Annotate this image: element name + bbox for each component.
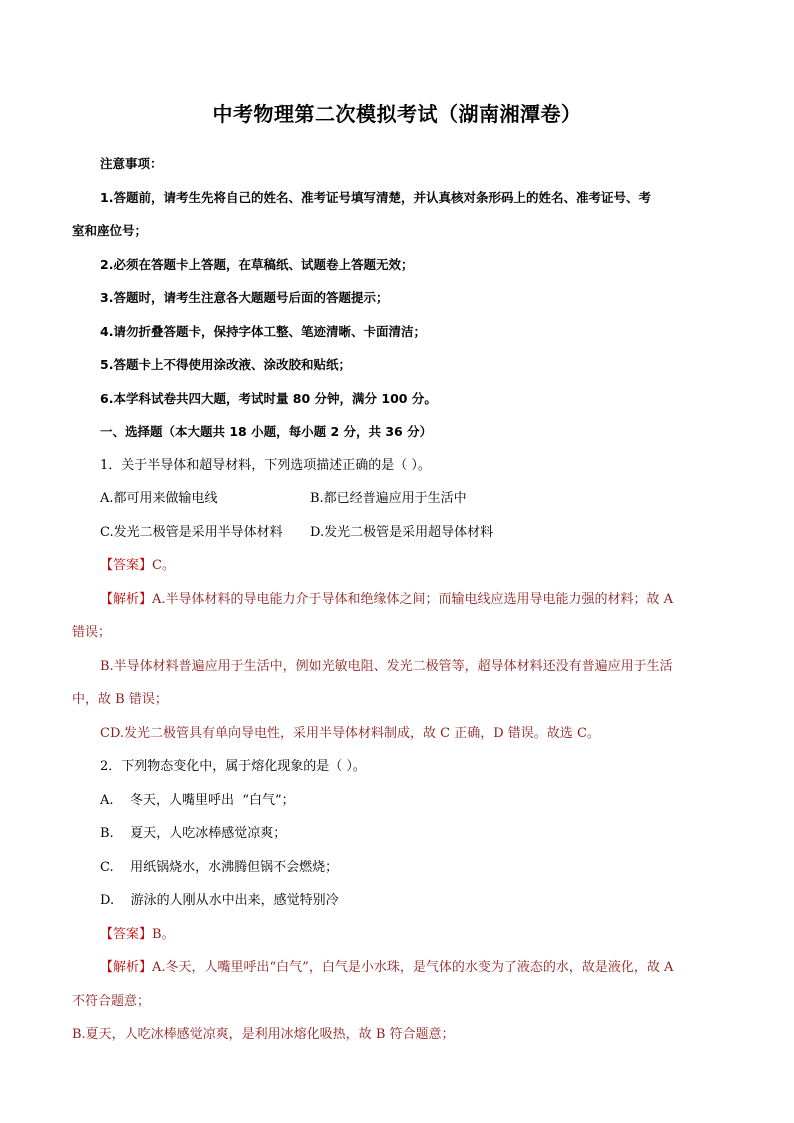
- analysis-text: A.冬天，人嘴里呼出“白气”，白气是小水珠，是气体的水变为了液态的水，故是液化，故 A: [152, 960, 674, 975]
- notice-item-2: 2.必须在答题卡上答题，在草稿纸、试题卷上答题无效；: [100, 256, 414, 272]
- question-2-analysis-1-cont: 不符合题意；: [72, 993, 151, 1009]
- question-1-answer: [72, 556, 722, 576]
- analysis-text: A.半导体材料的导电能力介于导体和绝缘体之间；而输电线应选用导电能力强的材料；故 A: [152, 591, 674, 607]
- notice-item-1-cont: 室和座位号；: [72, 223, 148, 238]
- question-1-option-b: B.都已经普遍应用于生活中: [310, 491, 467, 506]
- question-1-analysis-2: B.半导体材料普遍应用于生活中，例如光敏电阻、发光二极管等，超导体材料还没有普遍应用于生活: [100, 658, 673, 674]
- question-1-analysis-2-cont: 中，故 B 错误；: [72, 692, 168, 707]
- question-1-analysis-1-cont: 错误；: [72, 625, 112, 640]
- question-2-stem: 2．下列物态变化中，属于熔化现象的是（ ）。: [100, 759, 366, 774]
- question-1-stem: 1．关于半导体和超导材料，下列选项描述正确的是（ ）。: [100, 457, 431, 473]
- analysis-label: 【解析】: [100, 591, 153, 607]
- question-1-option-c: C.发光二极管是采用半导体材料: [100, 524, 283, 540]
- question-1-analysis-1: [72, 590, 722, 610]
- notice-item-4: 4.请勿折叠答题卡，保持字体工整、笔迹清晰、卡面清洁；: [100, 323, 426, 339]
- question-2-option-c: C. 用纸锅烧水，水沸腾但锅不会燃烧；: [100, 859, 339, 875]
- analysis-label: 【解析】: [100, 960, 153, 975]
- question-2-option-b: B. 夏天，人吃冰棒感觉凉爽；: [100, 826, 287, 841]
- page-title: 中考物理第二次模拟考试（湖南湘潭卷）: [212, 102, 582, 126]
- question-2-option-a: A. 冬天，人嘴里呼出 “白气”；: [100, 792, 295, 808]
- notice-item-3: 3.答题时，请考生注意各大题题号后面的答题提示；: [100, 290, 389, 305]
- question-1-option-d: D.发光二极管是采用超导体材料: [310, 524, 494, 540]
- question-1-option-a: A.都可用来做输电线: [100, 491, 218, 506]
- notice-section: [72, 154, 722, 409]
- question-1-options-row-2: [72, 523, 722, 543]
- answer-value: C。: [152, 558, 175, 573]
- notice-item-5: 5.答题卡上不得使用涂改液、涂改胶和贴纸；: [100, 357, 351, 372]
- question-2-option-d: D. 游泳的人刚从水中出来，感觉特别冷: [100, 893, 339, 908]
- question-1-analysis-3: CD.发光二极管具有单向导电性，采用半导体材料制成，故 C 正确，D 错误。故选 C。: [100, 725, 600, 741]
- answer-label: 【答案】: [100, 926, 153, 942]
- answer-value: B。: [152, 926, 175, 942]
- question-1-options-row-1: [72, 489, 722, 509]
- answer-label: 【答案】: [100, 558, 153, 573]
- notice-item-1: 1.答题前，请考生先将自己的姓名、准考证号填写清楚，并认真核对条形码上的姓名、准考证号、考: [100, 189, 651, 205]
- notice-item-6: 6.本学科试卷共四大题，考试时量 80 分钟，满分 100 分。: [100, 390, 437, 406]
- notice-heading: 注意事项：: [100, 156, 163, 171]
- question-2-analysis-1: [72, 958, 722, 978]
- question-2-analysis-2: B.夏天，人吃冰棒感觉凉爽，是利用冰熔化吸热，故 B 符合题意；: [72, 1027, 455, 1042]
- section-heading: 一、选择题（本大题共 18 小题，每小题 2 分，共 36 分）: [100, 424, 433, 439]
- question-2-answer: [72, 925, 722, 945]
